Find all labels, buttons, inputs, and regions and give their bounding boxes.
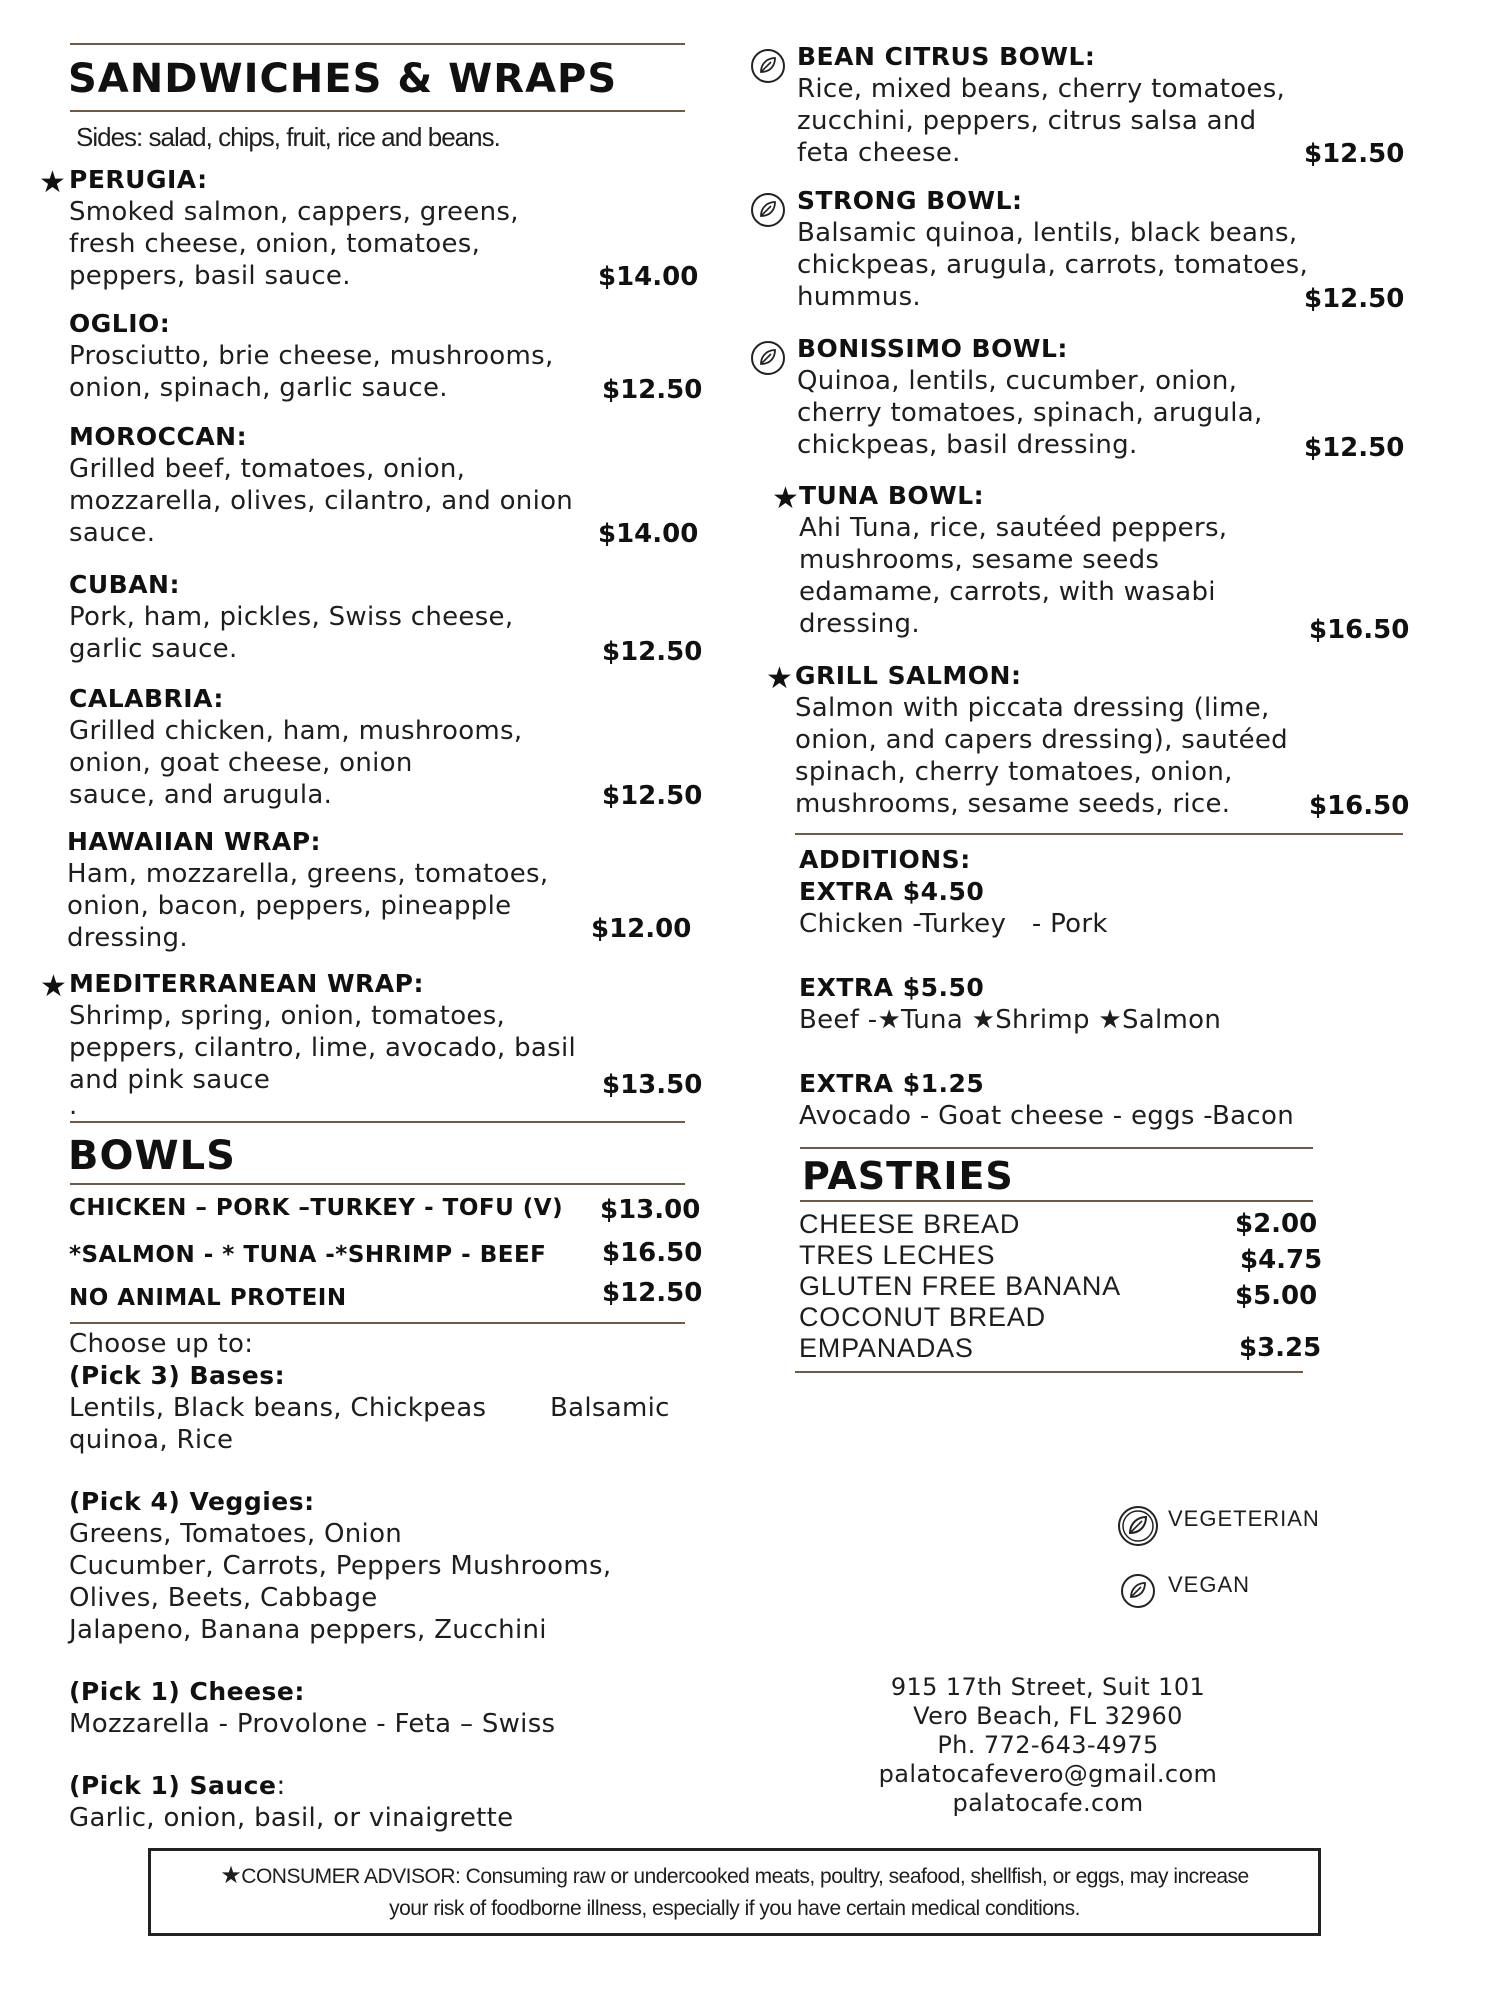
star-icon: ★ <box>39 165 66 200</box>
legend-vegetarian: VEGETERIAN <box>1168 1506 1320 1531</box>
item-name: PERUGIA: <box>69 165 208 194</box>
vegan-leaf-icon <box>750 48 786 84</box>
vegan-leaf-icon <box>1120 1573 1156 1609</box>
item-price: $12.50 <box>1304 433 1405 463</box>
menu-item-hawaiian-wrap <box>67 826 548 954</box>
advisory-line: ★CONSUMER ADVISOR: Consuming raw or undercooked meats, poultry, seafood, shellfish, or eggs, may increase <box>220 1861 1249 1889</box>
email-link[interactable]: palatocafevero@gmail.com <box>878 1760 1218 1788</box>
item-desc-line: Quinoa, lentils, cucumber, onion, <box>797 366 1238 396</box>
extra-price-title: EXTRA $1.25 <box>799 1069 985 1098</box>
item-desc-line: cherry tomatoes, spinach, arugula, <box>797 398 1263 428</box>
item-name: CALABRIA: <box>69 684 224 713</box>
item-name: GRILL SALMON: <box>795 661 1022 690</box>
pastry-price: $4.75 <box>1240 1245 1323 1275</box>
bases-line <box>69 1392 689 1424</box>
item-price: $12.50 <box>602 781 703 811</box>
item-desc-line: Prosciutto, brie cheese, mushrooms, <box>69 341 554 371</box>
item-desc-line: edamame, carrots, with wasabi <box>799 577 1216 607</box>
contact-block <box>818 1673 1278 1818</box>
star-icon: ★ <box>220 1861 242 1889</box>
advisory-text <box>151 1851 1318 1925</box>
item-desc-line: dressing. <box>67 923 188 953</box>
item-name: STRONG BOWL: <box>797 186 1023 215</box>
sandwiches-heading-rule <box>70 110 685 112</box>
item-name: HAWAIIAN WRAP: <box>67 827 322 856</box>
menu-item-mediterranean-wrap <box>69 968 576 1121</box>
item-desc-line: . <box>69 1091 78 1121</box>
item-desc-line: Smoked salmon, cappers, greens, <box>69 197 519 227</box>
item-name: MEDITERRANEAN WRAP: <box>69 969 424 998</box>
sauce-line: Garlic, onion, basil, or vinaigrette <box>69 1803 514 1833</box>
item-desc-line: onion, bacon, peppers, pineapple <box>67 891 512 921</box>
protein-price: $16.50 <box>602 1238 703 1268</box>
item-price: $16.50 <box>1309 791 1410 821</box>
bases-line: quinoa, Rice <box>69 1425 234 1455</box>
bases-extra: Balsamic <box>550 1393 670 1423</box>
advisory-line: your risk of foodborne illness, especially if you have certain medical conditions. <box>389 1897 1080 1920</box>
bowls-protein-rule <box>70 1322 685 1324</box>
item-price: $16.50 <box>1309 615 1410 645</box>
item-desc-line: onion, and capers dressing), sautéed <box>795 725 1288 755</box>
item-desc-line: spinach, cherry tomatoes, onion, <box>795 757 1233 787</box>
veggies-line: Olives, Beets, Cabbage <box>69 1583 378 1613</box>
item-desc-line: fresh cheese, onion, tomatoes, <box>69 229 481 259</box>
bowls-heading-rule <box>70 1183 685 1185</box>
item-desc-line: peppers, basil sauce. <box>69 261 351 291</box>
pastry-name: COCONUT BREAD <box>799 1302 1046 1332</box>
sauce-title: (Pick 1) Sauce <box>69 1771 277 1800</box>
bowls-heading: BOWLS <box>68 1133 236 1179</box>
extra-price-title: EXTRA $5.50 <box>799 973 985 1002</box>
star-icon: ★ <box>40 969 67 1004</box>
build-your-bowl <box>69 1328 689 1834</box>
item-desc-line: sauce, and arugula. <box>69 780 333 810</box>
bases-list: Lentils, Black beans, Chickpeas <box>69 1393 487 1423</box>
item-desc-line: Grilled chicken, ham, mushrooms, <box>69 716 523 746</box>
additions-top-rule <box>795 833 1403 835</box>
menu-item-tuna-bowl <box>799 480 1227 640</box>
item-desc-line: Balsamic quinoa, lentils, black beans, <box>797 218 1298 248</box>
extra-options: Avocado - Goat cheese - eggs -Bacon <box>799 1101 1294 1131</box>
extra-options <box>799 1004 1294 1036</box>
top-rule <box>70 43 685 45</box>
extra-option: Beef - <box>799 1005 878 1035</box>
item-desc-line: Pork, ham, pickles, Swiss cheese, <box>69 602 514 632</box>
menu-item-perugia <box>69 164 519 292</box>
item-price: $14.00 <box>598 519 699 549</box>
protein-price: $12.50 <box>602 1278 703 1308</box>
vegan-leaf-icon <box>750 340 786 376</box>
extra-price-title: EXTRA $4.50 <box>799 877 985 906</box>
pastries-heading-rule <box>800 1200 1313 1202</box>
item-desc-line: mushrooms, sesame seeds <box>799 545 1160 575</box>
item-desc-line: garlic sauce. <box>69 634 238 664</box>
item-price: $14.00 <box>598 262 699 292</box>
website-link[interactable]: palatocafe.com <box>952 1789 1144 1817</box>
sauce-colon: : <box>276 1771 286 1801</box>
item-desc-line: zucchini, peppers, citrus salsa and <box>797 106 1257 136</box>
item-desc-line: chickpeas, arugula, carrots, tomatoes, <box>797 250 1309 280</box>
menu-item-moroccan <box>69 421 573 549</box>
item-price: $12.00 <box>591 914 692 944</box>
star-icon: ★ <box>1098 1005 1122 1035</box>
phone: Ph. 772-643-4975 <box>937 1731 1159 1759</box>
veggies-line: Jalapeno, Banana peppers, Zucchini <box>69 1615 547 1645</box>
pastries-top-rule <box>800 1147 1313 1149</box>
extra-option: Salmon <box>1121 1005 1222 1035</box>
menu-item-grill-salmon <box>795 660 1288 820</box>
item-desc-line: Shrimp, spring, onion, tomatoes, <box>69 1001 506 1031</box>
vegetarian-leaf-icon <box>1117 1505 1159 1547</box>
additions-title: ADDITIONS: <box>799 845 971 874</box>
menu-item-bean-citrus-bowl <box>797 41 1285 169</box>
item-price: $12.50 <box>1304 139 1405 169</box>
bowls-top-rule <box>70 1121 685 1123</box>
menu-item-calabria <box>69 683 522 811</box>
item-price: $12.50 <box>602 375 703 405</box>
item-price: $12.50 <box>1304 284 1405 314</box>
star-icon: ★ <box>971 1005 996 1035</box>
item-desc-line: peppers, cilantro, lime, avocado, basil <box>69 1033 576 1063</box>
item-desc-line: dressing. <box>799 609 920 639</box>
legend-vegan: VEGAN <box>1168 1572 1251 1597</box>
item-desc-line: Rice, mixed beans, cherry tomatoes, <box>797 74 1286 104</box>
star-icon: ★ <box>772 481 799 516</box>
item-name: MOROCCAN: <box>69 422 248 451</box>
extra-options: Chicken -Turkey - Pork <box>799 909 1108 939</box>
item-desc-line: mozzarella, olives, cilantro, and onion <box>69 486 574 516</box>
pastry-name: TRES LECHES <box>799 1240 996 1270</box>
pastries-bottom-rule <box>795 1371 1303 1373</box>
pastry-name: CHEESE BREAD <box>799 1209 1021 1239</box>
sandwiches-heading: SANDWICHES & WRAPS <box>68 56 618 102</box>
menu-item-cuban <box>69 569 513 665</box>
bases-title: (Pick 3) Bases: <box>69 1361 286 1390</box>
pastry-price: $5.00 <box>1235 1281 1318 1311</box>
pastry-price: $3.25 <box>1239 1333 1322 1363</box>
pastry-name: GLUTEN FREE BANANA <box>799 1271 1121 1301</box>
item-desc-line: feta cheese. <box>797 138 961 168</box>
vegan-leaf-icon <box>750 192 786 228</box>
cheese-title: (Pick 1) Cheese: <box>69 1677 305 1706</box>
protein-price: $13.00 <box>600 1195 701 1225</box>
item-desc-line: Grilled beef, tomatoes, onion, <box>69 454 466 484</box>
additions <box>799 844 1294 1132</box>
veggies-title: (Pick 4) Veggies: <box>69 1487 315 1516</box>
menu-item-bonissimo-bowl <box>797 333 1263 461</box>
item-desc-line: hummus. <box>797 282 922 312</box>
protein-option: CHICKEN – PORK –TURKEY - TOFU (V) <box>69 1195 564 1221</box>
pastry-name: EMPANADAS <box>799 1333 974 1363</box>
address-line: Vero Beach, FL 32960 <box>913 1702 1183 1730</box>
item-name: TUNA BOWL: <box>799 481 985 510</box>
item-desc-line: Salmon with piccata dressing (lime, <box>795 693 1270 723</box>
cheese-line: Mozzarella - Provolone - Feta – Swiss <box>69 1709 556 1739</box>
choose-up-to: Choose up to: <box>69 1329 254 1359</box>
protein-option: NO ANIMAL PROTEIN <box>69 1285 347 1311</box>
item-name: BONISSIMO BOWL: <box>797 334 1068 363</box>
protein-option: *SALMON - * TUNA -*SHRIMP - BEEF <box>69 1242 547 1268</box>
menu-item-oglio <box>69 308 554 404</box>
item-name: BEAN CITRUS BOWL: <box>797 42 1096 71</box>
item-price: $12.50 <box>602 637 703 667</box>
item-price: $13.50 <box>602 1070 703 1100</box>
pastry-price: $2.00 <box>1235 1209 1318 1239</box>
consumer-advisory-box <box>148 1848 1321 1936</box>
item-desc-line: onion, spinach, garlic sauce. <box>69 373 448 403</box>
item-desc-line: onion, goat cheese, onion <box>69 748 413 778</box>
pastries-heading: PASTRIES <box>802 1154 1014 1198</box>
sides-note: Sides: salad, chips, fruit, rice and beans. <box>76 122 500 152</box>
item-desc-line: chickpeas, basil dressing. <box>797 430 1138 460</box>
star-icon: ★ <box>766 661 793 696</box>
extra-option: Tuna <box>901 1005 972 1035</box>
item-desc-line: and pink sauce <box>69 1065 271 1095</box>
veggies-line: Greens, Tomatoes, Onion <box>69 1519 403 1549</box>
item-desc-line: sauce. <box>69 518 156 548</box>
item-desc-line: mushrooms, sesame seeds, rice. <box>795 789 1231 819</box>
item-name: CUBAN: <box>69 570 180 599</box>
item-desc-line: Ahi Tuna, rice, sautéed peppers, <box>799 513 1228 543</box>
address-line: 915 17th Street, Suit 101 <box>890 1673 1206 1701</box>
item-desc-line: Ham, mozzarella, greens, tomatoes, <box>67 859 549 889</box>
extra-option: Shrimp <box>995 1005 1099 1035</box>
star-icon: ★ <box>877 1005 902 1035</box>
veggies-line: Cucumber, Carrots, Peppers Mushrooms, <box>69 1551 612 1581</box>
item-name: OGLIO: <box>69 309 171 338</box>
menu-item-strong-bowl <box>797 185 1308 313</box>
